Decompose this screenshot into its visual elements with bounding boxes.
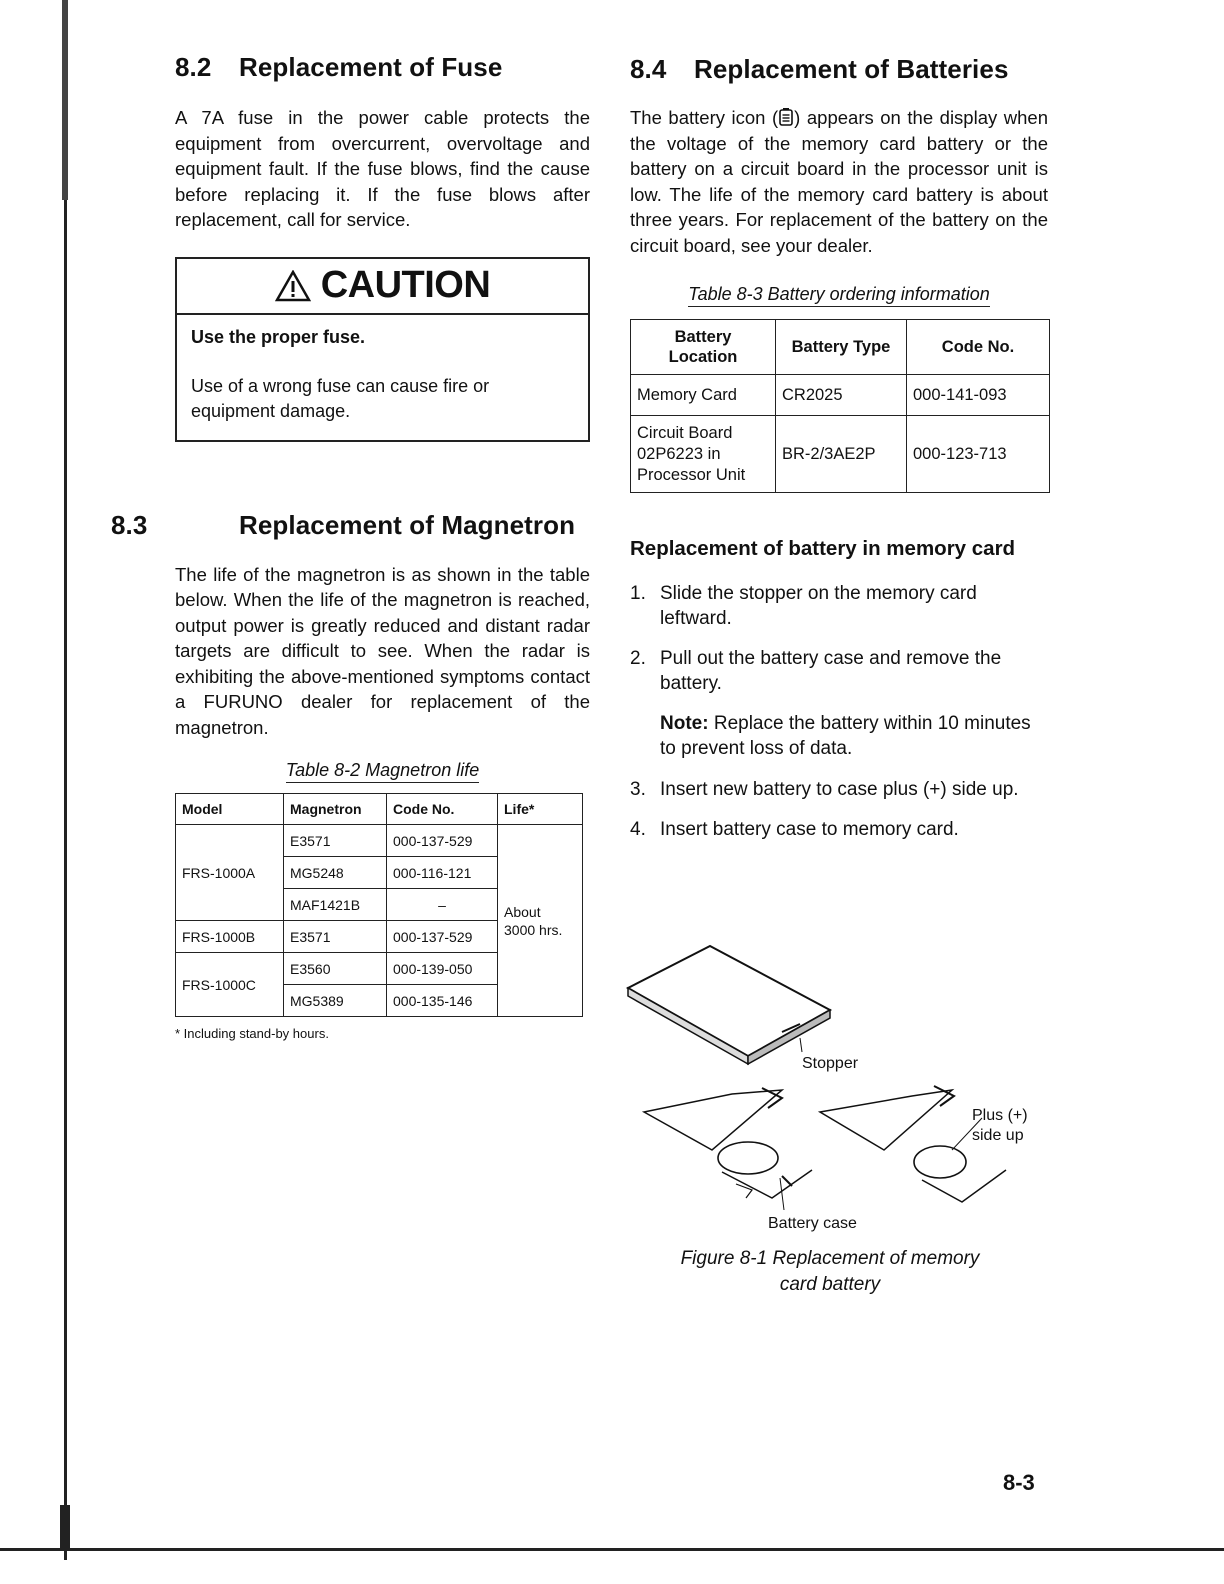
note-label: Note: [660, 713, 709, 734]
cell-magnetron: MG5248 [284, 857, 387, 889]
step-number: 4. [630, 819, 646, 840]
battery-paragraph [630, 105, 1048, 258]
memory-card-illustration [628, 946, 830, 1064]
cell-code: 000-123-713 [907, 416, 1050, 493]
section-8-2-heading [175, 52, 590, 83]
stopper-label: Stopper [802, 1055, 859, 1072]
battery-icon [778, 107, 794, 127]
cell-model: FRS-1000A [176, 825, 284, 921]
note-paragraph [630, 711, 1048, 761]
section-title: Replacement of Fuse [239, 52, 503, 82]
battery-text-start: The battery icon ( [630, 107, 779, 128]
section-number: 8.2 [175, 52, 212, 82]
cell-magnetron: E3571 [284, 825, 387, 857]
cell-model: FRS-1000B [176, 921, 284, 953]
memory-card-subheading: Replacement of battery in memory card [630, 537, 1016, 560]
section-8-3-heading [111, 508, 590, 542]
caution-bold-text: Use the proper fuse. [191, 326, 366, 347]
battery-case-label: Battery case [768, 1215, 857, 1232]
section-8-4-heading [630, 54, 1048, 85]
life-text: About 3000 hrs. [504, 903, 563, 938]
cell-code: 000-135-146 [387, 985, 498, 1017]
step-text: Insert new battery to case plus (+) side up. [660, 779, 1019, 800]
step-item [630, 817, 1048, 842]
table-header-row [631, 320, 1050, 375]
header-code: Code No. [907, 320, 1050, 375]
magnetron-paragraph: The life of the magnetron is as shown in the table below. When the life of the magnetron is reached, output power is greatly reduced and distant radar targets are difficult to see. When the radar is exhibiting the above-mentioned symptoms contact a FURUNO dealer for replacement of the magnetron. [175, 563, 590, 738]
figure-8-1-caption [630, 1246, 1030, 1298]
table-row [176, 825, 583, 857]
cell-magnetron: MG5389 [284, 985, 387, 1017]
cell-code: 000-137-529 [387, 825, 498, 857]
step-item [630, 581, 1048, 631]
cell-location [631, 416, 776, 493]
header-code: Code No. [387, 794, 498, 825]
left-column [111, 52, 590, 1041]
caution-text: Use of a wrong fuse can cause fire or equipment damage. [191, 375, 490, 421]
cell-type: CR2025 [776, 375, 907, 416]
caption-text: Table 8-2 Magnetron life [286, 760, 479, 783]
step-number: 3. [630, 779, 646, 800]
cell-magnetron: E3560 [284, 953, 387, 985]
table-row [631, 416, 1050, 493]
magnetron-table [175, 793, 583, 1017]
header-magnetron: Magnetron [284, 794, 387, 825]
caution-body [177, 315, 588, 440]
cell-type: BR-2/3AE2P [776, 416, 907, 493]
steps-list [630, 581, 1048, 696]
cell-code: 000-141-093 [907, 375, 1050, 416]
location-text: Circuit Board 02P6223 in Processor Unit [637, 423, 746, 484]
table-footnote: * Including stand-by hours. [175, 1026, 329, 1041]
battery-case-removal-illustration [644, 1088, 812, 1210]
steps-list-continued [630, 777, 1048, 842]
section-title: Replacement of Batteries [694, 54, 1009, 84]
section-number: 8.3 [111, 509, 148, 540]
cell-code: – [387, 889, 498, 921]
right-column [630, 52, 1048, 857]
header-text: Battery Location [668, 328, 738, 366]
header-model: Model [176, 794, 284, 825]
fuse-paragraph: A 7A fuse in the power cable protects the equipment from overcurrent, overvoltage and equipment fault. If the fuse blows, find the cause before replacing it. If the fuse blows after replacement, call for service. [175, 107, 590, 230]
memory-card-figure [622, 940, 1042, 1240]
step-number: 2. [630, 648, 646, 669]
step-text: Insert battery case to memory card. [660, 819, 959, 840]
section-title: Replacement of Magnetron [239, 509, 576, 540]
table-row [631, 375, 1050, 416]
page-number: 8-3 [1003, 1470, 1035, 1495]
header-life: Life* [498, 794, 583, 825]
bottom-rule [0, 1548, 1224, 1551]
plus-label-line1: Plus (+) [972, 1107, 1028, 1124]
step-text: Pull out the battery case and remove the battery. [660, 648, 1002, 694]
step-number: 1. [630, 583, 646, 604]
table-8-2-caption [175, 760, 590, 781]
warning-triangle-icon [275, 270, 311, 302]
binding-edge [0, 0, 76, 1584]
step-item [630, 646, 1048, 696]
caution-header [177, 259, 588, 315]
cell-magnetron: E3571 [284, 921, 387, 953]
table-header-row [176, 794, 583, 825]
step-text: Slide the stopper on the memory card leftward. [660, 583, 977, 629]
cell-model: FRS-1000C [176, 953, 284, 1017]
note-text: Replace the battery within 10 minutes to prevent loss of data. [660, 713, 1031, 759]
cell-code: 000-139-050 [387, 953, 498, 985]
section-number: 8.4 [630, 54, 667, 84]
cell-magnetron: MAF1421B [284, 889, 387, 921]
battery-table [630, 319, 1050, 493]
table-8-3-caption [630, 284, 1048, 305]
figure-caption-line2: card battery [779, 1274, 881, 1295]
battery-insert-illustration [820, 1086, 1006, 1202]
cell-code: 000-116-121 [387, 857, 498, 889]
step-item [630, 777, 1048, 802]
header-type: Battery Type [776, 320, 907, 375]
caution-title: CAUTION [320, 264, 491, 306]
caption-text: Table 8-3 Battery ordering information [688, 284, 990, 307]
header-location [631, 320, 776, 375]
figure-caption-line1: Figure 8-1 Replacement of memory [680, 1248, 980, 1269]
caution-box [175, 257, 590, 442]
cell-life [498, 825, 583, 1017]
cell-code: 000-137-529 [387, 921, 498, 953]
battery-text-end: ) appears on the display when the voltage of the memory card battery or the battery on a circuit board in the processor unit is low. The life of the memory card battery is about three years. For replacement of the battery on the circuit board, see your dealer. [630, 107, 1049, 256]
plus-label-line2: side up [972, 1127, 1024, 1144]
cell-location: Memory Card [631, 375, 776, 416]
